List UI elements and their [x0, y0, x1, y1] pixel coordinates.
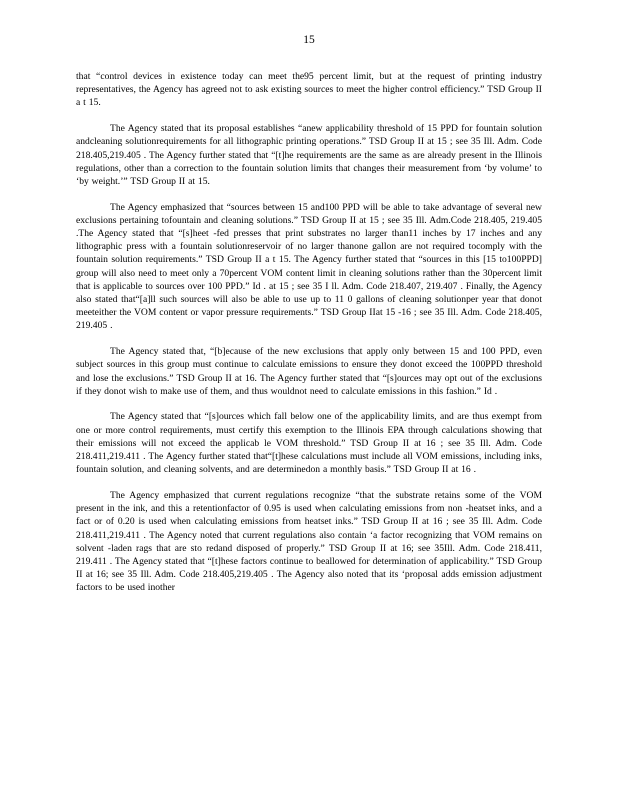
paragraph-4: The Agency stated that, “[b]ecause of the new exclusions that apply only between 15 and 100 PPD, even subject sources in this group must continue to calculate emissions to ensure they donot exceed the 100PPD threshold and lose the exclusions.” TSD Group II at 16. The Agency further stated that “[s]ources may opt out of the exclusions if they donot wish to make use of them, and thus wouldnot need to calculate emissions in this fashion.” Id . — [76, 346, 542, 397]
paragraph-3: The Agency emphasized that “sources between 15 and100 PPD will be able to take advantage of several new exclusions pertaining tofountain and cleaning solutions.” TSD Group II at 15 ; see 35 Ill. Adm.Code 218.405, 219.405 .The Agency stated that “[s]heet -fed presses that print substrates no larger than11 inches by 17 inches and any lithographic press with a fountain solutionreservoir of no larger thanone gallon are not required tocomply with the fountain solution requirements.” TSD Group II a t 15. The Agency further stated that “sources in this [15 to100PPD] group will also need to meet only a 70percent VOM content limit in cleaning solutions rather than the 30percent limit that is applicable to sources over 100 PPD.” Id . at 15 ; see 35 I ll. Adm. Code 218.407, 219.407 . Finally, the Agency also stated that“[a]ll such sources will also be able to use up to 11 0 gallons of cleaning solutionper year that donot meeteither the VOM content or vapor pressure requirements.” TSD Group IIat 15 -16 ; see 35 Ill. Adm. Code 218.405, 219.405 . — [76, 201, 542, 332]
paragraph-1: that “control devices in existence today can meet the95 percent limit, but at the request of printing industry representatives, the Agency has agreed not to ask existing sources to meet the higher control efficiency.” TSD Group II a t 15. — [76, 71, 542, 109]
paragraph-2: The Agency stated that its proposal establishes “anew applicability threshold of 15 PPD for fountain solution andcleaning solutionrequirements for all lithographic printing operations.” TSD Group II at 15 ; see 35 Ill. Adm. Code 218.405,219.405 . The Agency further stated that “[t]he requirements are the same as are already present in the Illinois regulations, other than a correction to the fountain solution limits that changes their measurement from ‘by volume’ to ‘by weight.’” TSD Group II at 15. — [76, 123, 542, 187]
body-text — [76, 70, 542, 607]
paragraph-5: The Agency stated that “[s]ources which fall below one of the applicability limits, and are thus exempt from one or more control requirements, must certify this exemption to the Illinois EPA through calculations showing that their emissions will not exceed the applicab le VOM threshold.” TSD Group II at 16 ; see 35 Ill. Adm. Code 218.411,219.411 . The Agency further stated that“[t]hese calculations must include all VOM emissions, including inks, fountain solution, and cleaning solvents, and are determinedon a monthly basis.” TSD Group II at 16 . — [76, 411, 542, 476]
page-number: 15 — [303, 34, 315, 46]
paragraph-6: The Agency emphasized that current regulations recognize “that the substrate retains some of the VOM present in the ink, and this a retentionfactor of 0.95 is used when calculating emissions from non -heatset inks, and a fact or of 0.20 is used when calculating emissions from heatset inks.” TSD Group II at 16 ; see 35 Ill. Adm. Code 218.411,219.411 . The Agency noted that current regulations also contain ‘a factor recognizing that VOM remains on solvent -laden rags that are sto redand disposed of properly.” TSD Group II at 16; see 35Ill. Adm. Code 218.411, 219.411 . The Agency stated that “[t]hese factors continue to beallowed for determination of applicability.” TSD Group II at 16; see 35 Ill. Adm. Code 218.405,219.405 . The Agency also noted that its ‘proposal adds emission adjustment factors to be used inother — [76, 489, 542, 594]
